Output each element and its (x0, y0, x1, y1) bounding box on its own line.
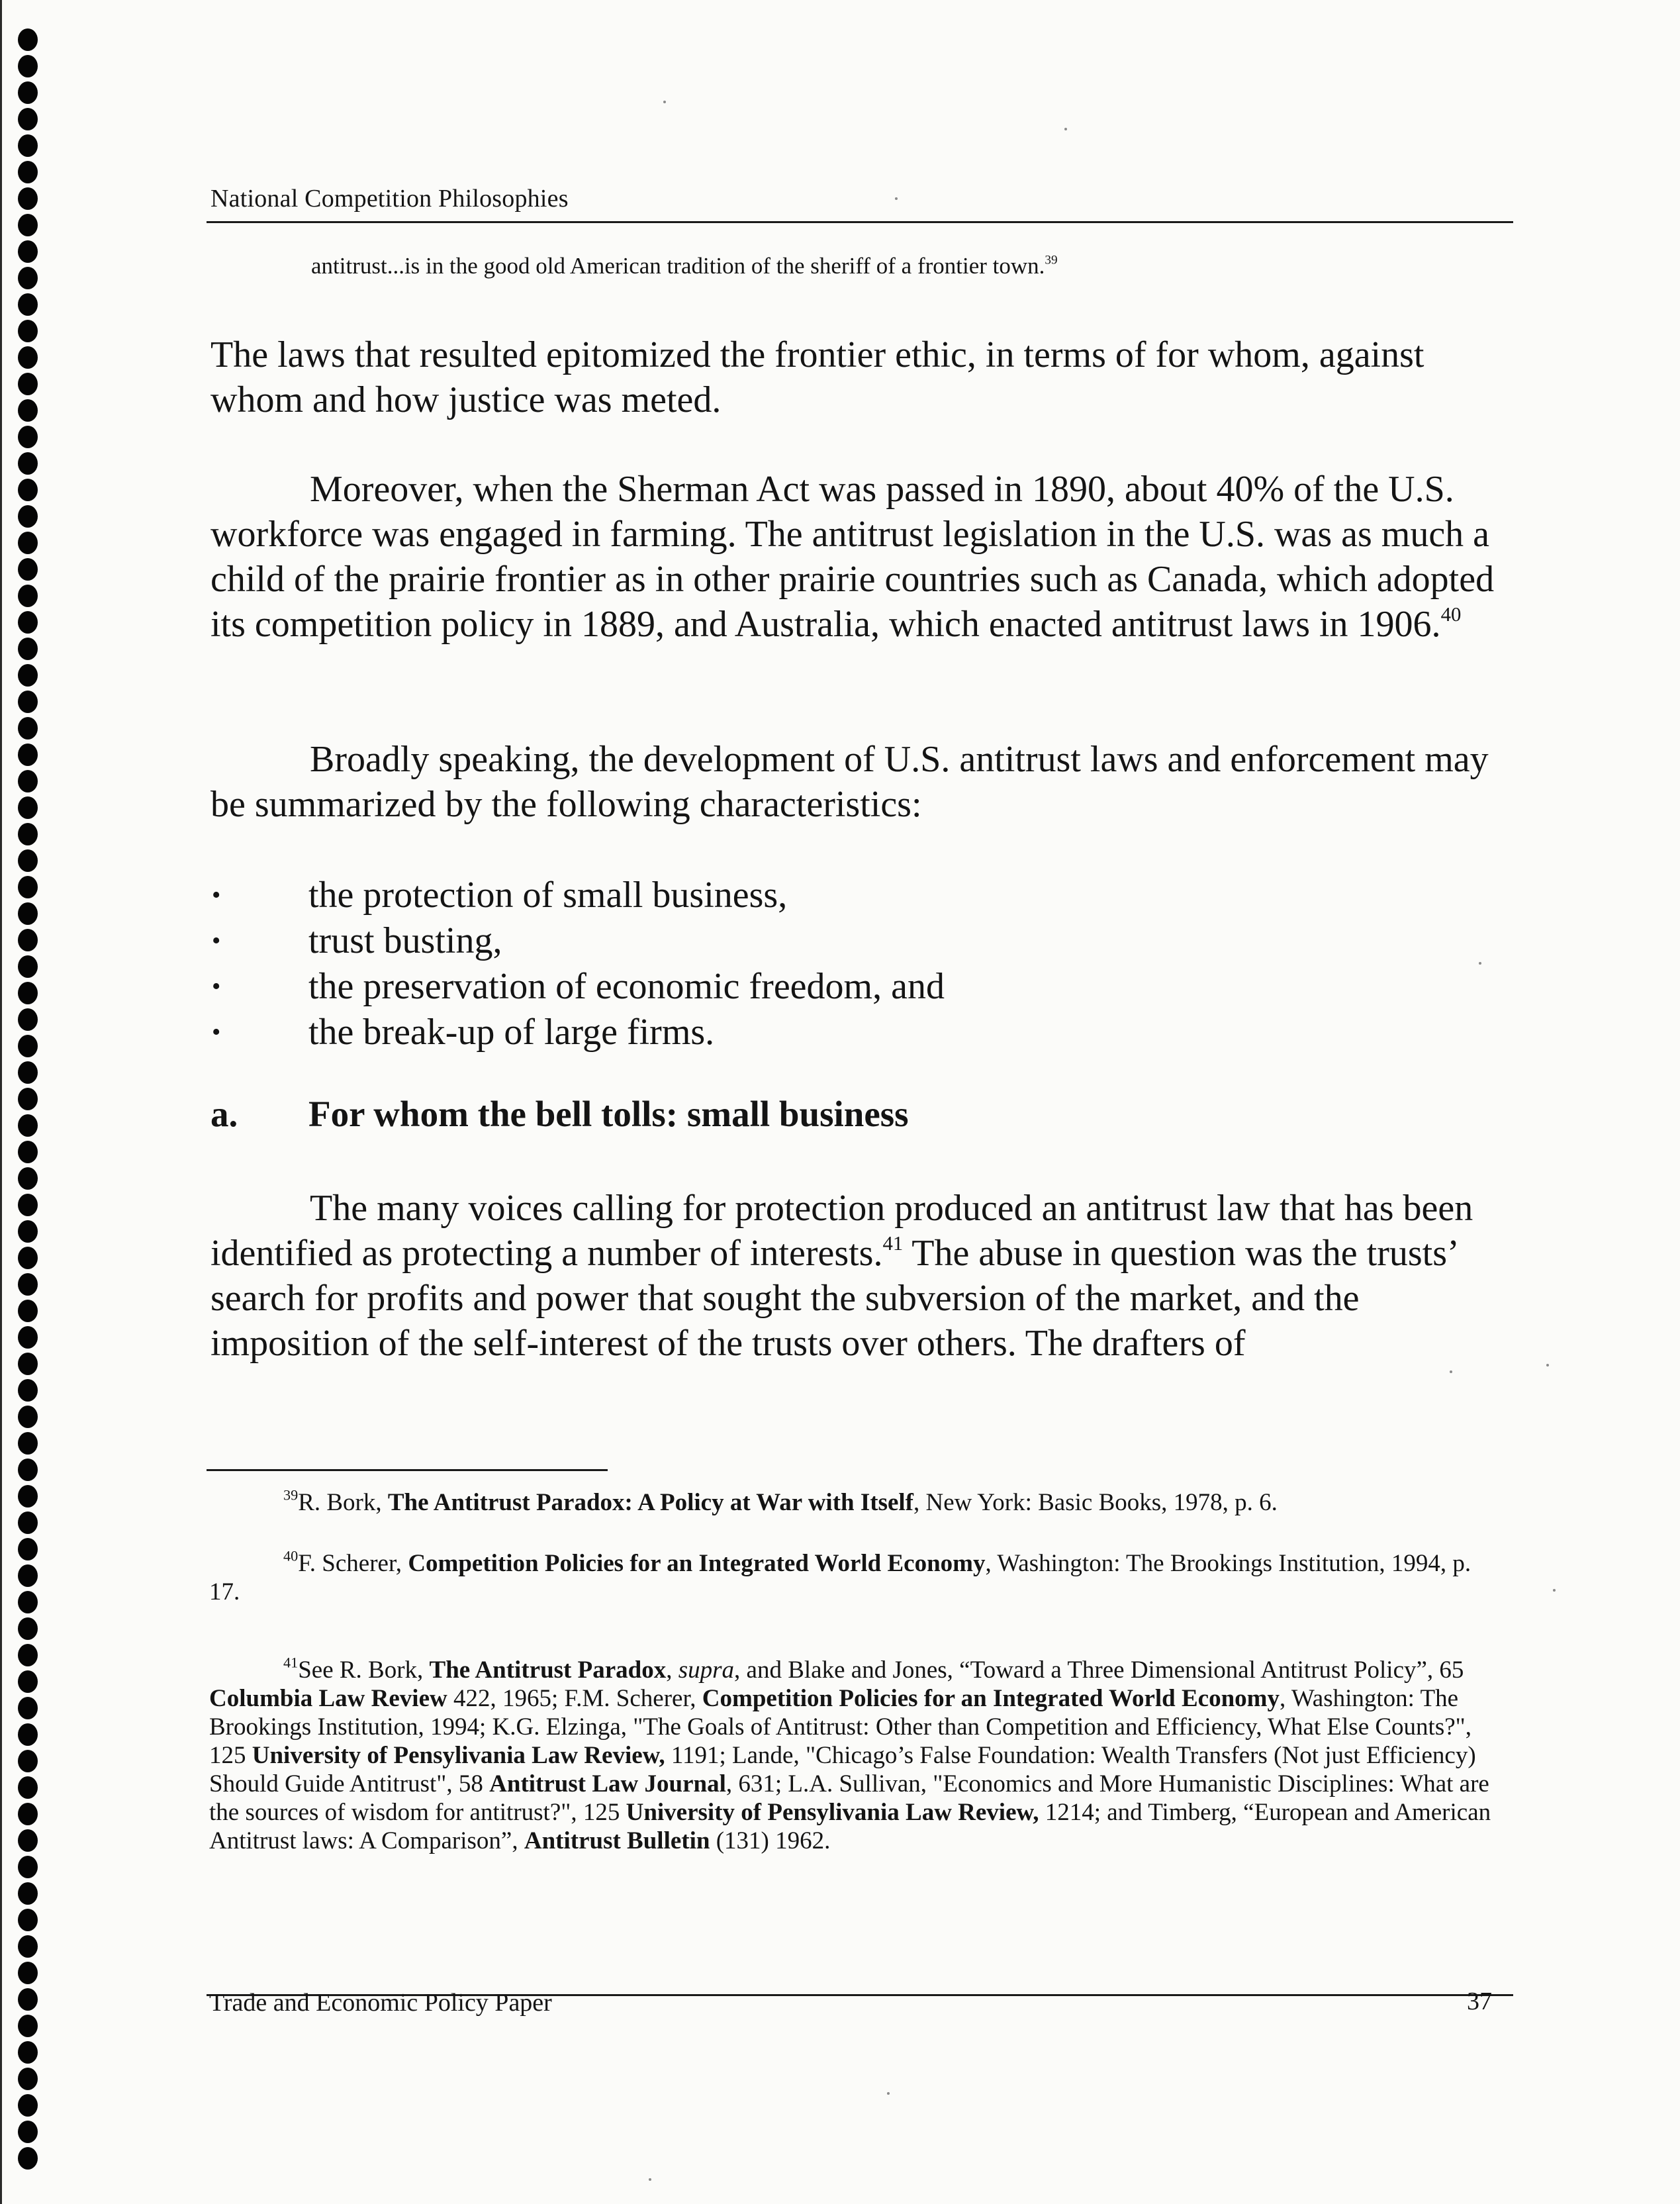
paragraph-many-voices-text-a: The many voices calling for protection produced an antitrust law that has been identified as protecting a number of interests. (210, 1188, 1473, 1274)
binding-hole (18, 1459, 38, 1481)
footnote-text: 1214; and Timberg, “European and American Antitrust laws: A Comparison”, (209, 1799, 1491, 1854)
footnote-work-title: Competition Policies for an Integrated World Economy (702, 1685, 1280, 1712)
binding-hole (18, 187, 38, 210)
binding-hole (18, 1803, 38, 1825)
footnote-text: , and Blake and Jones, “Toward a Three Dimensional Antitrust Policy”, 65 (734, 1656, 1464, 1684)
footnote-number: 41 (283, 1654, 299, 1671)
binding-hole (18, 691, 38, 713)
binding-hole (18, 426, 38, 448)
scan-speck (1450, 1370, 1452, 1373)
binding-hole (18, 1776, 38, 1799)
paragraph-many-voices-text-b: The abuse in question was the trusts’ search for profits and power that sought the subversion of the market, and the imposition of the self-interest of the trusts over others. The drafters of (210, 1233, 1457, 1364)
scan-speck (1064, 128, 1067, 130)
footnote-work-title: Antitrust Bulletin (524, 1827, 710, 1854)
binding-hole (18, 1326, 38, 1349)
binding-hole (18, 1591, 38, 1613)
binding-hole (18, 955, 38, 978)
footnote-39 (209, 1488, 1507, 1517)
binding-hole (18, 1379, 38, 1402)
list-item-text: the break-up of large firms. (308, 1012, 715, 1053)
binding-hole (18, 982, 38, 1004)
footnote-text: F. Scherer, (298, 1550, 408, 1577)
section-title: For whom the bell tolls: small business (308, 1094, 909, 1134)
footnote-text: , Washington: The Brookings Institution, 1994; K.G. Elzinga, "The Goals of Antitrust: Other than Competition and Efficiency, What Else Counts?", 125 (209, 1685, 1471, 1769)
footnote-ref-41: 41 (882, 1231, 904, 1255)
binding-hole (18, 611, 38, 634)
binding-hole (18, 505, 38, 528)
binding-hole (18, 1723, 38, 1746)
list-item (210, 918, 945, 964)
binding-hole (18, 346, 38, 369)
binding-hole (18, 1697, 38, 1719)
binding-hole (18, 1909, 38, 1931)
binding-hole (18, 134, 38, 157)
binding-hole (18, 638, 38, 660)
list-item-text: the protection of small business, (308, 875, 788, 916)
footnote-number: 40 (283, 1547, 299, 1564)
page-edge (0, 0, 2, 2204)
binding-hole (18, 1353, 38, 1375)
binding-hole (18, 929, 38, 951)
footnote-text: R. Bork, (298, 1489, 388, 1516)
bullet-icon: • (212, 927, 221, 955)
binding-hole (18, 373, 38, 395)
binding-hole (18, 2094, 38, 2117)
binding-hole (18, 55, 38, 77)
paragraph-frontier-ethic: The laws that resulted epitomized the frontier ethic, in terms of for whom, against whom and how justice was meted. (210, 334, 1424, 420)
binding-hole (18, 1194, 38, 1216)
binding-hole (18, 1061, 38, 1084)
footnote-italic: supra (678, 1656, 735, 1684)
binding-hole (18, 1035, 38, 1057)
footnote-work-title: The Antitrust Paradox: A Policy at War with Itself (387, 1489, 914, 1516)
paragraph-sherman-act (210, 467, 1499, 647)
footnote-rule (207, 1469, 608, 1471)
binding-hole (18, 1141, 38, 1163)
binding-hole (18, 585, 38, 607)
footnote-text: , New York: Basic Books, 1978, p. 6. (913, 1489, 1278, 1516)
footnote-work-title: University of Pensylivania Law Review, (626, 1799, 1039, 1826)
header-rule (207, 221, 1513, 223)
binding-hole (18, 743, 38, 766)
binding-hole (18, 161, 38, 183)
binding-hole (18, 1167, 38, 1190)
list-item-text: trust busting, (308, 920, 502, 961)
binding-hole (18, 1511, 38, 1534)
footnote-text: (131) 1962. (710, 1827, 831, 1854)
scan-speck (895, 197, 898, 200)
scan-speck (649, 2178, 651, 2181)
footnote-number: 39 (283, 1486, 299, 1504)
binding-hole (18, 796, 38, 819)
binding-hole (18, 1829, 38, 1852)
binding-hole (18, 1935, 38, 1958)
binding-hole (18, 1644, 38, 1666)
binding-hole (18, 1670, 38, 1693)
paragraph-many-voices (210, 1186, 1499, 1366)
footnote-40 (209, 1549, 1507, 1606)
paragraph-characteristics (210, 737, 1499, 827)
scan-speck (1479, 962, 1481, 965)
binding-hole (18, 214, 38, 236)
footnote-text: , (666, 1656, 678, 1684)
binding-hole (18, 1008, 38, 1031)
binding-hole (18, 2068, 38, 2090)
binding-hole (18, 849, 38, 872)
list-item (210, 873, 945, 918)
footer-title: Trade and Economic Policy Paper (209, 1989, 552, 2017)
binding-hole (18, 1564, 38, 1587)
bullet-icon: • (212, 973, 221, 1000)
binding-hole (18, 558, 38, 581)
binding-hole (18, 320, 38, 342)
binding-hole (18, 1538, 38, 1560)
page-number: 37 (1467, 1988, 1492, 2015)
section-heading (210, 1093, 909, 1135)
footnote-41 (209, 1656, 1507, 1855)
binding-hole (18, 293, 38, 316)
quotation-end (311, 253, 1058, 279)
binding-hole (18, 2015, 38, 2037)
binding-hole (18, 1617, 38, 1640)
characteristics-list (210, 873, 945, 1055)
running-header: National Competition Philosophies (210, 185, 569, 213)
binding-hole (18, 1220, 38, 1243)
binding-hole (18, 81, 38, 104)
paragraph-characteristics-text: Broadly speaking, the development of U.S. antitrust laws and enforcement may be summarized by the following characteristics: (210, 739, 1489, 825)
binding-hole (18, 452, 38, 475)
binding-hole (18, 399, 38, 422)
scan-speck (663, 101, 666, 103)
binding-hole (18, 823, 38, 845)
footnote-text: , 631; L.A. Sullivan, "Economics and More Humanistic Disciplines: What are the sources of wisdom for antitrust?", 125 (209, 1770, 1489, 1826)
binding-hole (18, 28, 38, 51)
binding-hole (18, 717, 38, 740)
binding-hole (18, 1273, 38, 1296)
binding-hole (18, 267, 38, 289)
binding-hole (18, 664, 38, 687)
list-item (210, 964, 945, 1010)
footnote-work-title: Antitrust Law Journal (489, 1770, 726, 1797)
binding-hole (18, 1300, 38, 1322)
binding-hole (18, 876, 38, 898)
binding-hole (18, 770, 38, 792)
footnote-text: 422, 1965; F.M. Scherer, (447, 1685, 702, 1712)
footnote-work-title: The Antitrust Paradox (429, 1656, 667, 1684)
binding-hole (18, 1432, 38, 1455)
footnote-work-title: University of Pensylivania Law Review, (252, 1742, 665, 1769)
scan-speck (1546, 1364, 1549, 1366)
footnote-ref-40: 40 (1440, 602, 1462, 626)
list-item (210, 1010, 945, 1055)
binding-hole (18, 1856, 38, 1878)
bullet-icon: • (212, 1018, 221, 1046)
quotation-text: antitrust...is in the good old American tradition of the sheriff of a frontier town. (311, 253, 1045, 279)
footnote-text: , Washington: The Brookings Institution, 1994, p. 17. (209, 1550, 1471, 1605)
binding-hole (18, 2041, 38, 2064)
binding-hole (18, 108, 38, 130)
binding-hole (18, 1988, 38, 2011)
footnote-work-title: Columbia Law Review (209, 1685, 447, 1712)
binding-hole (18, 2147, 38, 2170)
list-item-text: the preservation of economic freedom, and (308, 966, 945, 1007)
binding-hole (18, 1088, 38, 1110)
footnote-work-title: Competition Policies for an Integrated World Economy (408, 1550, 986, 1577)
binding-hole (18, 1882, 38, 1905)
paragraph-sherman-act-text: Moreover, when the Sherman Act was passed in 1890, about 40% of the U.S. workforce was engaged in farming. The antitrust legislation in the U.S. was as much a child of the prairie frontier as in other prairie countries such as Canada, which adopted its competition policy in 1889, and Australia, which enacted antitrust laws in 1906. (210, 469, 1495, 645)
binding-hole (18, 1114, 38, 1137)
spiral-binding (0, 0, 60, 2204)
binding-hole (18, 1962, 38, 1984)
section-marker: a. (210, 1094, 238, 1134)
binding-hole (18, 240, 38, 263)
binding-hole (18, 1485, 38, 1508)
footnote-ref-39: 39 (1045, 253, 1058, 267)
footnote-text: 1191; Lande, "Chicago’s False Foundation: Wealth Transfers (Not just Efficiency) Should Guide Antitrust", 58 (209, 1742, 1476, 1797)
binding-hole (18, 1750, 38, 1772)
scan-speck (887, 2092, 890, 2095)
bullet-icon: • (212, 881, 221, 909)
binding-hole (18, 532, 38, 554)
binding-hole (18, 1247, 38, 1269)
binding-hole (18, 1406, 38, 1428)
footnote-text: See R. Bork, (298, 1656, 430, 1684)
scan-speck (1553, 1589, 1556, 1592)
binding-hole (18, 2121, 38, 2143)
binding-hole (18, 902, 38, 925)
binding-hole (18, 479, 38, 501)
